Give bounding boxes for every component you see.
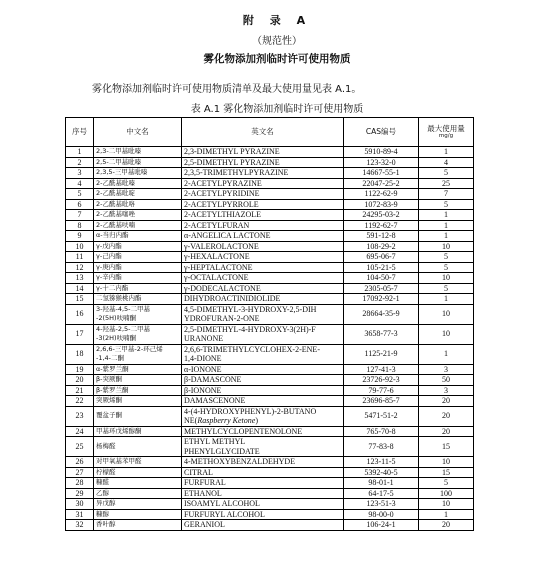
col-header-max — [419, 118, 474, 147]
cell-max: 25 — [419, 178, 474, 189]
cell-cn: α-当归内酯 — [94, 231, 182, 242]
cell-en: ETHANOL — [182, 488, 344, 499]
cell-en: β-IONONE — [182, 385, 344, 396]
table-row — [66, 168, 474, 179]
cell-cas: 98-00-0 — [344, 509, 419, 520]
cell-cn: 2,5-二甲基吡嗪 — [94, 157, 182, 168]
cell-no: 18 — [66, 344, 94, 364]
table-row — [66, 509, 474, 520]
table-row — [66, 252, 474, 263]
cell-cn: 2-乙酰基噻唑 — [94, 210, 182, 221]
cell-en: 2-ACETYLFURAN — [182, 220, 344, 231]
cell-no: 30 — [66, 499, 94, 510]
table-row — [66, 437, 474, 457]
cell-max: 5 — [419, 168, 474, 179]
table-row — [66, 262, 474, 273]
cell-en: DIHYDROACTINIDIOLIDE — [182, 294, 344, 305]
cell-cas: 123-11-5 — [344, 457, 419, 468]
cell-cn: 2-乙酰基吡咯 — [94, 199, 182, 210]
cell-cas: 3658-77-3 — [344, 324, 419, 344]
table-row — [66, 499, 474, 510]
cell-cas: 64-17-5 — [344, 488, 419, 499]
table-row — [66, 210, 474, 221]
cell-max: 100 — [419, 488, 474, 499]
cell-no: 32 — [66, 520, 94, 531]
cell-no: 31 — [66, 509, 94, 520]
cell-no: 23 — [66, 406, 94, 426]
table-body — [66, 147, 474, 531]
cell-en: 2-ACETYLPYRAZINE — [182, 178, 344, 189]
cell-en: DAMASCENONE — [182, 396, 344, 407]
table-row — [66, 273, 474, 284]
cell-max: 10 — [419, 273, 474, 284]
cell-cn: 香叶醇 — [94, 520, 182, 531]
cell-max: 1 — [419, 294, 474, 305]
cell-no: 15 — [66, 294, 94, 305]
cell-en: 2-ACETYLTHIAZOLE — [182, 210, 344, 221]
intro-text: 雾化物添加剂临时许可使用物质清单及最大使用量见表 A.1。 — [92, 84, 362, 95]
cell-no: 3 — [66, 168, 94, 179]
cell-cn: 乙醇 — [94, 488, 182, 499]
cell-max: 10 — [419, 241, 474, 252]
cell-max: 3 — [419, 385, 474, 396]
cell-cn: 异戊醇 — [94, 499, 182, 510]
cell-no: 10 — [66, 241, 94, 252]
col-header-max-label: 最大使用量 — [427, 123, 465, 133]
cell-en: γ-HEXALACTONE — [182, 252, 344, 263]
cell-cas: 5392-40-5 — [344, 467, 419, 478]
cell-cn: β-突厥酮 — [94, 375, 182, 386]
table-row — [66, 304, 474, 324]
cell-max: 20 — [419, 406, 474, 426]
cell-cn: 2,3-二甲基吡嗪 — [94, 147, 182, 158]
cell-no: 20 — [66, 375, 94, 386]
cell-no: 11 — [66, 252, 94, 263]
cell-cas: 591-12-8 — [344, 231, 419, 242]
cell-cas: 1125-21-9 — [344, 344, 419, 364]
cell-cn: 柠檬醛 — [94, 467, 182, 478]
cell-en: γ-OCTALACTONE — [182, 273, 344, 284]
cell-max: 5 — [419, 283, 474, 294]
cell-max: 10 — [419, 457, 474, 468]
cell-cn: γ-戊内酯 — [94, 241, 182, 252]
cell-en: β-DAMASCONE — [182, 375, 344, 386]
cell-max: 1 — [419, 509, 474, 520]
col-header-cn: 中文名 — [94, 118, 182, 147]
cell-cn: 2,3,5-三甲基吡嗪 — [94, 168, 182, 179]
cell-no: 9 — [66, 231, 94, 242]
cell-cas: 106-24-1 — [344, 520, 419, 531]
cell-en: ETHYL METHYL PHENYLGLYCIDATE — [182, 437, 344, 457]
cell-cn: 对甲氧基苯甲醛 — [94, 457, 182, 468]
cell-cn: γ-十二内酯 — [94, 283, 182, 294]
table-row — [66, 344, 474, 364]
table-row — [66, 178, 474, 189]
cell-cas: 105-21-5 — [344, 262, 419, 273]
cell-no: 21 — [66, 385, 94, 396]
cell-cas: 1122-62-9 — [344, 189, 419, 200]
cell-no: 22 — [66, 396, 94, 407]
cell-cas: 28664-35-9 — [344, 304, 419, 324]
cell-en: 2-ACETYLPYRROLE — [182, 199, 344, 210]
cell-max: 5 — [419, 262, 474, 273]
cell-max: 20 — [419, 520, 474, 531]
cell-cn: 二氢猕猴桃内酯 — [94, 294, 182, 305]
table-row — [66, 520, 474, 531]
appendix-heading: 附 录 A — [242, 14, 312, 27]
cell-cas: 127-41-3 — [344, 364, 419, 375]
cell-max: 10 — [419, 499, 474, 510]
table-row — [66, 396, 474, 407]
cell-no: 17 — [66, 324, 94, 344]
cell-no: 6 — [66, 199, 94, 210]
table-row — [66, 375, 474, 386]
cell-no: 14 — [66, 283, 94, 294]
table-row — [66, 241, 474, 252]
cell-max: 10 — [419, 324, 474, 344]
cell-no: 27 — [66, 467, 94, 478]
cell-cn: 糠醇 — [94, 509, 182, 520]
cell-cas: 22047-25-2 — [344, 178, 419, 189]
cell-max: 5 — [419, 252, 474, 263]
cell-cn: 甲基环戊烯醇酮 — [94, 426, 182, 437]
cell-max: 4 — [419, 157, 474, 168]
cell-cn: 糠醛 — [94, 478, 182, 489]
cell-en: α-IONONE — [182, 364, 344, 375]
cell-cn: 4-羟基-2,5-二甲基 -3(2H)呋喃酮 — [94, 324, 182, 344]
cell-no: 19 — [66, 364, 94, 375]
cell-no: 5 — [66, 189, 94, 200]
cell-cas: 5910-89-4 — [344, 147, 419, 158]
cell-cas: 695-06-7 — [344, 252, 419, 263]
cell-en: FURFURYL ALCOHOL — [182, 509, 344, 520]
cell-en: 4,5-DIMETHYL-3-HYDROXY-2,5-DIH YDROFURAN-2-ONE — [182, 304, 344, 324]
cell-en: CITRAL — [182, 467, 344, 478]
cell-en: 2-ACETYLPYRIDINE — [182, 189, 344, 200]
cell-cas: 14667-55-1 — [344, 168, 419, 179]
table-row — [66, 147, 474, 158]
table-row — [66, 426, 474, 437]
table-row — [66, 231, 474, 242]
cell-cas: 24295-03-2 — [344, 210, 419, 221]
cell-en: γ-HEPTALACTONE — [182, 262, 344, 273]
cell-cas: 2305-05-7 — [344, 283, 419, 294]
cell-cn: γ-己内酯 — [94, 252, 182, 263]
cell-cn: α-紫罗兰酮 — [94, 364, 182, 375]
cell-max: 1 — [419, 220, 474, 231]
cell-en: 2,5-DIMETHYL PYRAZINE — [182, 157, 344, 168]
cell-cn: 2-乙酰基吡嗪 — [94, 178, 182, 189]
table-row — [66, 157, 474, 168]
table-row — [66, 457, 474, 468]
table-header-row — [66, 118, 474, 147]
cell-cas: 1192-62-7 — [344, 220, 419, 231]
col-header-cas: CAS编号 — [344, 118, 419, 147]
cell-no: 1 — [66, 147, 94, 158]
cell-no: 2 — [66, 157, 94, 168]
table-row — [66, 406, 474, 426]
table-row — [66, 294, 474, 305]
cell-en: 2,3,5-TRIMETHYLPYRAZINE — [182, 168, 344, 179]
cell-en: ISOAMYL ALCOHOL — [182, 499, 344, 510]
cell-cas: 765-70-8 — [344, 426, 419, 437]
cell-max: 5 — [419, 199, 474, 210]
cell-en: 4-(4-HYDROXYPHENYL)-2-BUTANO NE(Raspberry Ketone) — [182, 406, 344, 426]
cell-en: 2,5-DIMETHYL-4-HYDROXY-3(2H)-F URANONE — [182, 324, 344, 344]
table-caption: 表 A.1 雾化物添加剂临时许可使用物质 — [190, 104, 364, 115]
col-header-en: 英文名 — [182, 118, 344, 147]
cell-cn: γ-辛内酯 — [94, 273, 182, 284]
col-header-no: 序号 — [66, 118, 94, 147]
cell-cas: 23696-85-7 — [344, 396, 419, 407]
cell-no: 12 — [66, 262, 94, 273]
cell-cas: 123-51-3 — [344, 499, 419, 510]
additives-table — [65, 117, 474, 531]
cell-cas: 1072-83-9 — [344, 199, 419, 210]
cell-max: 1 — [419, 210, 474, 221]
table-row — [66, 324, 474, 344]
cell-max: 20 — [419, 396, 474, 407]
cell-no: 24 — [66, 426, 94, 437]
cell-en: 2,3-DIMETHYL PYRAZINE — [182, 147, 344, 158]
cell-max: 3 — [419, 364, 474, 375]
cell-max: 10 — [419, 304, 474, 324]
cell-no: 28 — [66, 478, 94, 489]
cell-en: γ-DODECALACTONE — [182, 283, 344, 294]
cell-cn: γ-庚内酯 — [94, 262, 182, 273]
cell-cas: 77-83-8 — [344, 437, 419, 457]
cell-max: 1 — [419, 231, 474, 242]
cell-cas: 98-01-1 — [344, 478, 419, 489]
cell-en: α-ANGELICA LACTONE — [182, 231, 344, 242]
cell-en: FURFURAL — [182, 478, 344, 489]
cell-cn: 2-乙酰基吡啶 — [94, 189, 182, 200]
cell-no: 16 — [66, 304, 94, 324]
cell-cn: 2,6,6-三甲基-2-环己烯 -1,4-二酮 — [94, 344, 182, 364]
table-row — [66, 385, 474, 396]
cell-max: 1 — [419, 344, 474, 364]
table-row — [66, 199, 474, 210]
cell-cn: 突厥烯酮 — [94, 396, 182, 407]
normative-label: （规范性） — [252, 36, 302, 47]
cell-cas: 23726-92-3 — [344, 375, 419, 386]
cell-max: 1 — [419, 147, 474, 158]
cell-max: 5 — [419, 478, 474, 489]
cell-max: 7 — [419, 189, 474, 200]
table-row — [66, 189, 474, 200]
cell-cn: 覆盆子酮 — [94, 406, 182, 426]
cell-no: 7 — [66, 210, 94, 221]
cell-en: GERANIOL — [182, 520, 344, 531]
cell-no: 8 — [66, 220, 94, 231]
cell-en: 4-METHOXYBENZALDEHYDE — [182, 457, 344, 468]
cell-en: γ-VALEROLACTONE — [182, 241, 344, 252]
table-row — [66, 283, 474, 294]
cell-en: METHYLCYCLOPENTENOLONE — [182, 426, 344, 437]
cell-no: 29 — [66, 488, 94, 499]
cell-max: 15 — [419, 467, 474, 478]
cell-max: 15 — [419, 437, 474, 457]
table-row — [66, 467, 474, 478]
cell-cn: 3-羟基-4,5-二甲基 -2(5H)呋喃酮 — [94, 304, 182, 324]
cell-cas: 5471-51-2 — [344, 406, 419, 426]
cell-no: 25 — [66, 437, 94, 457]
cell-max: 20 — [419, 426, 474, 437]
cell-no: 26 — [66, 457, 94, 468]
table-row — [66, 220, 474, 231]
cell-cn: β-紫罗兰酮 — [94, 385, 182, 396]
cell-no: 4 — [66, 178, 94, 189]
cell-en: 2,6,6-TRIMETHYLCYCLOHEX-2-ENE- 1,4-DIONE — [182, 344, 344, 364]
cell-cas: 79-77-6 — [344, 385, 419, 396]
col-header-max-unit: mg/g — [438, 133, 454, 140]
cell-cas: 17092-92-1 — [344, 294, 419, 305]
cell-cn: 杨梅醛 — [94, 437, 182, 457]
cell-cas: 123-32-0 — [344, 157, 419, 168]
cell-cas: 108-29-2 — [344, 241, 419, 252]
table-row — [66, 364, 474, 375]
table-row — [66, 478, 474, 489]
cell-max: 50 — [419, 375, 474, 386]
document-title: 雾化物添加剂临时许可使用物质 — [203, 53, 351, 65]
table-row — [66, 488, 474, 499]
cell-no: 13 — [66, 273, 94, 284]
cell-cas: 104-50-7 — [344, 273, 419, 284]
cell-cn: 2-乙酰基呋喃 — [94, 220, 182, 231]
